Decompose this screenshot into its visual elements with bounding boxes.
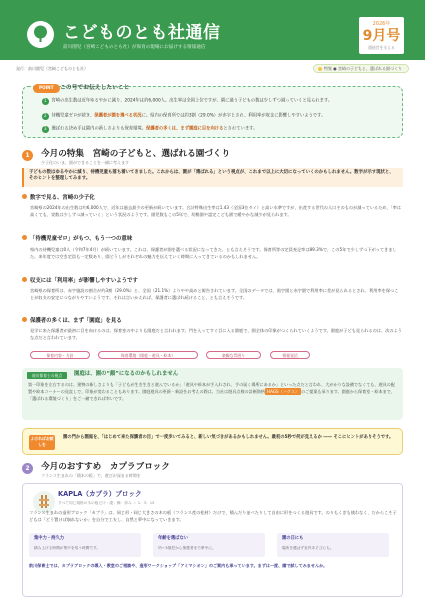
feature-title: 園の日にも	[282, 536, 304, 541]
feature-box	[29, 533, 141, 557]
point-item: 2 待機児童ゼロが続き、保護者が園を選べる状況に。県内の保育所では約3割（29.0%）が赤字とされ、利用率が収支に影響しやすいようです。	[43, 113, 326, 119]
point-badge: POINT	[33, 84, 60, 93]
point-box	[22, 86, 403, 138]
feature-box	[277, 533, 389, 557]
topic-body: 宮崎県の2024年の出生数は約6,000人で、近年は過去最少の更新が続いています。合計特殊出生率は1.43（全国3位タイ）と高い水準ですが、出産する世代の人口そのものが減っているため、「率は高くても、実数は少しずつ減っていく」という状況のようです。園児数もこの5年で、幼稚園や認定こども園で緩やかな減少が見られます。	[30, 205, 402, 218]
feature-title: 年齢を選ばない	[158, 536, 189, 541]
pill-tag: 保育内容・方針	[30, 351, 90, 359]
section-subtitle: 少子化のいま、園ができることを一緒に考えます	[41, 160, 129, 165]
tip-label: よければお試しを	[29, 435, 55, 450]
bullet-dot-icon	[22, 317, 27, 322]
feature-title: 集中力・持久力	[34, 536, 65, 541]
hags-badge: HAGS（ハグス）	[267, 389, 300, 395]
topic-heading: 収支には「利用率」が影響しやすいようです	[22, 277, 138, 286]
masthead	[0, 0, 425, 60]
section-title: 今月のおすすめ カプラブロック	[41, 462, 170, 472]
issue-year: 2026年	[372, 21, 391, 27]
bullet-dot-icon	[22, 194, 27, 199]
bullet-dot-icon	[22, 277, 27, 282]
bullet-dot-icon	[22, 235, 27, 240]
product-card	[22, 483, 403, 597]
publisher-line: 発行：前川園児（宮崎こどものとも社）	[16, 66, 88, 71]
feature-desc: 幼～5歳児から保護者まで夢中に。	[158, 546, 216, 550]
feature-desc: 場所を選ばず室内あそびにも。	[282, 546, 334, 550]
pill-tag: 保育環境（園庭・遊具・絵本）	[98, 351, 198, 359]
topic-body: 宮崎県の保育所は、赤字施設の割合が約3割（29.0%）と、全国（21.1%）よりやや高めと報告されています。全国のデータでは、黒字園と赤字園で利用率に差が見られるとされ、利用率を保つことが収支の安定につながりやすいようです。それは言いかえれば、保護者に選ばれ続けること、とも言えそうです。	[30, 288, 399, 301]
section-number: 1	[22, 150, 33, 161]
point-item: 1 宮崎の出生数は近年ゆるやかに減り、2024年は約6,000人。出生率は全国上位ですが、園に通う子どもの数は少しずつ減っていくと見られます。	[43, 98, 333, 104]
issue-badge	[359, 17, 404, 54]
topic-body: 見学に来た保護者が最初に目を向けるのは、保育室の中よりも園庭だと言われます。門を入ってすぐ目に入る園庭で、園全体の印象がつくられていくようです。園庭が子ども見られるのは、次のような点だと言われています。	[30, 328, 402, 341]
lead-paragraph: 子どもの数はゆるやかに減り、待機児童も落ち着いてきました。これからは、園が「選ばれる」という視点が、これまで以上に大切になっていくのかもしれません。数字が示す現状と、そのヒントを整理してみます。	[22, 168, 403, 187]
newsletter-subtitle: 前川園児（宮崎こどものとも社）が保育の現場にお届けする情報通信	[63, 45, 206, 50]
pill-tag: 楽観な雰囲り	[206, 351, 261, 359]
callout-body: 第一印象を左右するのは、建物の新しさよりも「子どもが生き生きと遊んでいるか」「遊具や絵本が手入れされ、手の届く場所にあるか」といった点だと言われ、大がかりな設備でなくても、遊具の配置や絵本コーナーの見直しで、印象が変わることもあります。園庭遊具の更新・新設をお考えの際は、当社は遊具点検の診断資格 HAGS（ハグス） のご提案も承ります。園庭から保育室・絵本まで、「選ばれる環境づくり」をご一緒できれば幸いです。	[28, 382, 395, 402]
point-title: この号でお伝えしたいこと	[60, 85, 130, 91]
product-spec: すべて同じ規格の木の板だけ・縦：横：厚み ＝ 1：3：15	[58, 501, 155, 505]
advisor-callout	[22, 368, 403, 420]
newsletter-title: こどものとも社通信	[63, 23, 221, 43]
tip-note	[22, 428, 403, 455]
issue-note: 園経営を支える	[368, 45, 395, 51]
number-badge: 2	[43, 113, 47, 118]
callout-title: 園庭は、園の“顔”になるのかもしれません	[74, 371, 179, 377]
section-subtitle: フランス生まれの「積木の板」で、遊びが深まる時間を	[41, 473, 141, 478]
feature-box	[153, 533, 265, 557]
topic-heading: 数字で見る、宮崎の少子化	[22, 194, 95, 203]
callout-tag: 前川保育士の視点	[27, 372, 67, 379]
topic-body: 県内の待機児童は0人（令和7年4月）が続いています。これは、保護者が園を選べる状況になってきた、とも言えそうです。保育所等の定員充足率は89.3%で、この5年で少しずつ下がってきました。来年度では空き定員も一定数あり、園どうしがそれぞれの魅力を伝えていく時期に入ってきているのかもしれません。	[30, 247, 397, 260]
pill-tag: 情報発信	[270, 351, 310, 359]
meta-bar	[16, 64, 409, 73]
tree-logo-icon	[27, 21, 54, 48]
product-description: フランス生まれの造形ブロック「カプラ」は、同じ形・同じ大きさの木の板（フランス産の松材）だけで、積んだり並べたりして自由に形をつくる遊具です。のりもくぎも使わなく、だからこそ子どもは「どう置けば崩れないか」を自分で工夫し、自然と夢中になっていきます。	[29, 510, 397, 523]
tip-text: 園の門から園庭を、「はじめて来た保護者の目」で一度歩いてみると、新しい気づきがあるかもしれません。最初の5秒で何が見えるか ―― そこにヒントがありそうです。	[63, 435, 394, 440]
issue-month: 9月号	[362, 28, 401, 45]
topic-heading: 保護者の多くは、まず「園庭」を見る	[22, 317, 122, 326]
number-badge: 1	[43, 98, 47, 103]
section-number: 2	[22, 463, 33, 474]
point-item: 3 選ばれる決め手は園内の新しさよりも保育環境。保護者の多くは、まず園庭に目を向けるとされています。	[43, 126, 258, 132]
feature-desc: 積み上げる時間が集中を培う時間です。	[34, 546, 101, 550]
feature-tag-label: 特集 ● 宮崎の子どもと、選ばれる園づくり	[323, 66, 402, 71]
topic-heading: 「待機児童ゼロ」がもつ、もう一つの意味	[22, 235, 132, 244]
feature-tag	[313, 64, 409, 73]
number-badge: 3	[43, 126, 47, 131]
product-name: KAPLA（カプラ）ブロック	[58, 490, 142, 498]
section-title: 今月の特集 宮崎の子どもと、選ばれる園づくり	[41, 149, 231, 159]
dot-icon	[318, 67, 322, 71]
product-footer: 前川保育士では、カプラブロックの導入・教室のご相談や、造形ワークショップ「アミマシオン」のご案内も承っています。まずは一度、園で試してみませんか。	[29, 563, 328, 568]
